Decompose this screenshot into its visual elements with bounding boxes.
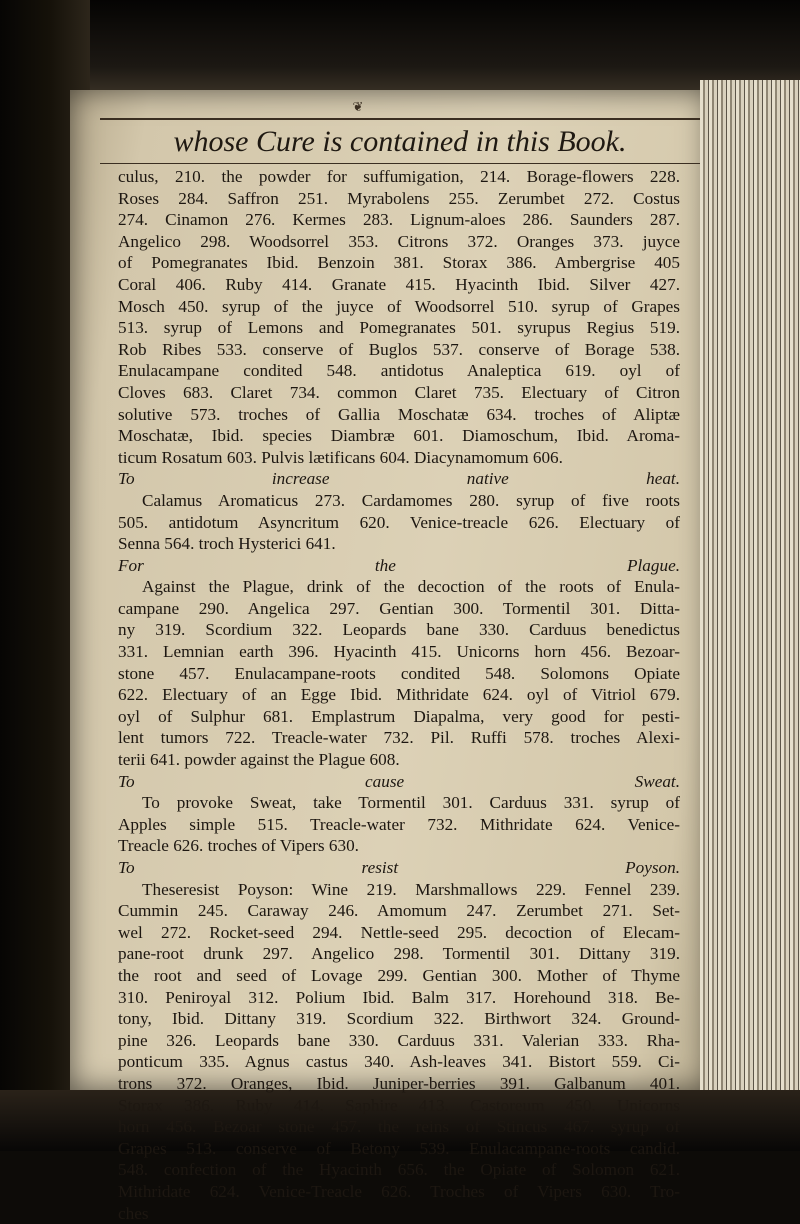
text-line: 548. confection of the Hyacinth 656. the Opiate of Solomon 621. (118, 1159, 680, 1181)
text-line: Moschatæ, Ibid. species Diambræ 601. Diamoschum, Ibid. Aroma- (118, 425, 680, 447)
text-line: Enulacampane condited 548. antidotus Analeptica 619. oyl of (118, 360, 680, 382)
text-line: solutive 573. troches of Gallia Moschatæ 634. troches of Aliptæ (118, 404, 680, 426)
text-line: Roses 284. Saffron 251. Myrabolens 255. Zerumbet 272. Costus (118, 188, 680, 210)
text-line: Cloves 683. Claret 734. common Claret 735. Electuary of Citron (118, 382, 680, 404)
text-line: culus, 210. the powder for suffumigation, 214. Borage-flowers 228. (118, 166, 680, 188)
section-heading-plague: For the Plague. (118, 555, 680, 577)
page-edges (700, 80, 800, 1110)
text-line: oyl of Sulphur 681. Emplastrum Diapalma, very good for pesti- (118, 706, 680, 728)
text-line: pane-root drunk 297. Angelico 298. Tormentil 301. Dittany 319. (118, 943, 680, 965)
entry-block-3 (118, 576, 680, 770)
section-heading-sweat: To cause Sweat. (118, 771, 680, 793)
header-rule (100, 118, 700, 120)
text-line: Rob Ribes 533. conserve of Buglos 537. conserve of Borage 538. (118, 339, 680, 361)
text-line: Cummin 245. Caraway 246. Amomum 247. Zerumbet 271. Set- (118, 900, 680, 922)
text-line: Coral 406. Ruby 414. Granate 415. Hyacinth Ibid. Silver 427. (118, 274, 680, 296)
text-line: 274. Cinamon 276. Kermes 283. Lignum-aloes 286. Saunders 287. (118, 209, 680, 231)
text-line: ticum Rosatum 603. Pulvis lætificans 604. Diacynamomum 606. (118, 447, 680, 469)
text-line: tony, Ibid. Dittany 319. Scordium 322. Birthwort 324. Ground- (118, 1008, 680, 1030)
text-line: 505. antidotum Asyncritum 620. Venice-treacle 626. Electuary of (118, 512, 680, 534)
text-line: Mosch 450. syrup of the juyce of Woodsorrel 510. syrup of Grapes (118, 296, 680, 318)
text-line: Calamus Aromaticus 273. Cardamomes 280. syrup of five roots (118, 490, 680, 512)
text-line: of Pomegranates Ibid. Benzoin 381. Storax 386. Ambergrise 405 (118, 252, 680, 274)
text-line: lent tumors 722. Treacle-water 732. Pil. Ruffi 578. troches Alexi- (118, 727, 680, 749)
text-line: Apples simple 515. Treacle-water 732. Mithridate 624. Venice- (118, 814, 680, 836)
text-line: terii 641. powder against the Plague 608. (118, 749, 680, 771)
entry-block-2 (118, 490, 680, 555)
section-heading-native-heat: To increase native heat. (118, 468, 680, 490)
header-underline (100, 163, 700, 164)
text-line: Against the Plague, drink of the decoction of the roots of Enula- (118, 576, 680, 598)
text-line: 310. Peniroyal 312. Polium Ibid. Balm 317. Horehound 318. Be- (118, 987, 680, 1009)
text-line: horn 456. Bezoar stone 457. the reins of Stincus 467. syrup of (118, 1116, 680, 1138)
text-line: To provoke Sweat, take Tormentil 301. Carduus 331. syrup of (118, 792, 680, 814)
text-line: stone 457. Enulacampane-roots condited 548. Solomons Opiate (118, 663, 680, 685)
section-heading-poyson: To resist Poyson. (118, 857, 680, 879)
text-line: wel 272. Rocket-seed 294. Nettle-seed 295. decoction of Elecam- (118, 922, 680, 944)
text-line: 622. Electuary of an Egge Ibid. Mithridate 624. oyl of Vitriol 679. (118, 684, 680, 706)
text-line: 513. syrup of Lemons and Pomegranates 501. syrupus Regius 519. (118, 317, 680, 339)
entry-block-4 (118, 792, 680, 857)
catchword: ches (118, 1203, 680, 1224)
scan-background-top (0, 0, 800, 95)
text-line: Mithridate 624. Venice-Treacle 626. Troches of Vipers 630. Tro- (118, 1181, 680, 1203)
text-line: Treacle 626. troches of Vipers 630. (118, 835, 680, 857)
fleuron-ornament: ❦ (352, 100, 364, 114)
text-line: ponticum 335. Agnus castus 340. Ash-leaves 341. Bistort 559. Ci- (118, 1051, 680, 1073)
text-line: Theseresist Poyson: Wine 219. Marshmallows 229. Fennel 239. (118, 879, 680, 901)
text-line: Angelico 298. Woodsorrel 353. Citrons 372. Oranges 373. juyce (118, 231, 680, 253)
entry-block-5 (118, 879, 680, 1203)
text-line: trons 372. Oranges, Ibid. Juniper-berries 391. Galbanum 401. (118, 1073, 680, 1095)
entry-block-1 (118, 166, 680, 468)
text-line: pine 326. Leopards bane 330. Carduus 331. Valerian 333. Rha- (118, 1030, 680, 1052)
running-head: whose Cure is contained in this Book. (100, 122, 700, 162)
text-line: Storax 386. Ruby 414. Saphire 413. Castoreum 450. Unicorns (118, 1095, 680, 1117)
text-line: Grapes 513. conserve of Betony 539. Enulacampane-roots candid. (118, 1138, 680, 1160)
text-line: campane 290. Angelica 297. Gentian 300. Tormentil 301. Ditta- (118, 598, 680, 620)
text-line: Senna 564. troch Hysterici 641. (118, 533, 680, 555)
text-line: ny 319. Scordium 322. Leopards bane 330. Carduus benedictus (118, 619, 680, 641)
index-text (118, 166, 680, 1224)
text-line: the root and seed of Lovage 299. Gentian 300. Mother of Thyme (118, 965, 680, 987)
text-line: 331. Lemnian earth 396. Hyacinth 415. Unicorns horn 456. Bezoar- (118, 641, 680, 663)
